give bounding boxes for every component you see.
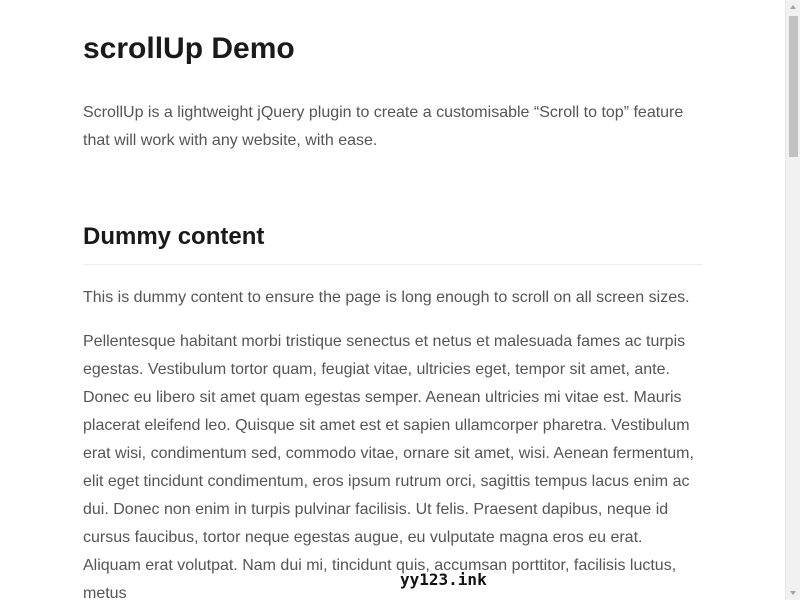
dummy-paragraph-2: Pellentesque habitant morbi tristique senectus et netus et malesuada fames ac turpis egestas. Vestibulum tortor quam, feugiat vitae, ultricies eget, tempor sit amet, ante. Donec eu libero sit amet quam egestas semper. Aenean ultricies mi vitae est. Mauris placerat eleifend leo. Quisque sit amet est et sapien ullamcorper pharetra. Vestibulum erat wisi, condimentum sed, commodo vitae, ornare sit amet, wisi. Aenean fermentum, elit eget tincidunt condimentum, eros ipsum rutrum orci, sagittis tempus lacus enim ac dui. Donec non enim in turpis pulvinar facilisis. Ut felis. Praesent dapibus, neque id cursus faucibus, tortor neque egestas augue, eu vulputate magna eros eu erat. Aliquam erat volutpat. Nam dui mi, tincidunt quis, accumsan porttitor, facilisis luctus, metus bbox=[83, 333, 694, 600]
scroll-up-arrow-icon bbox=[790, 5, 796, 9]
dummy-paragraph-1: This is dummy content to ensure the page is long enough to scroll on all screen sizes. bbox=[83, 289, 690, 306]
page-title: scrollUp Demo bbox=[83, 32, 295, 65]
section-divider bbox=[83, 264, 703, 265]
scrollbar-thumb[interactable] bbox=[789, 16, 798, 157]
section-heading: Dummy content bbox=[83, 223, 265, 250]
scroll-up-button[interactable] bbox=[786, 0, 800, 15]
watermark: yy123.ink bbox=[400, 570, 487, 589]
intro-paragraph: ScrollUp is a lightweight jQuery plugin to create a customisable “Scroll to top” feature that will work with any website, with ease. bbox=[83, 104, 684, 149]
vertical-scrollbar[interactable] bbox=[785, 0, 800, 600]
scroll-down-arrow-icon bbox=[790, 591, 796, 595]
scroll-down-button[interactable] bbox=[786, 585, 800, 600]
